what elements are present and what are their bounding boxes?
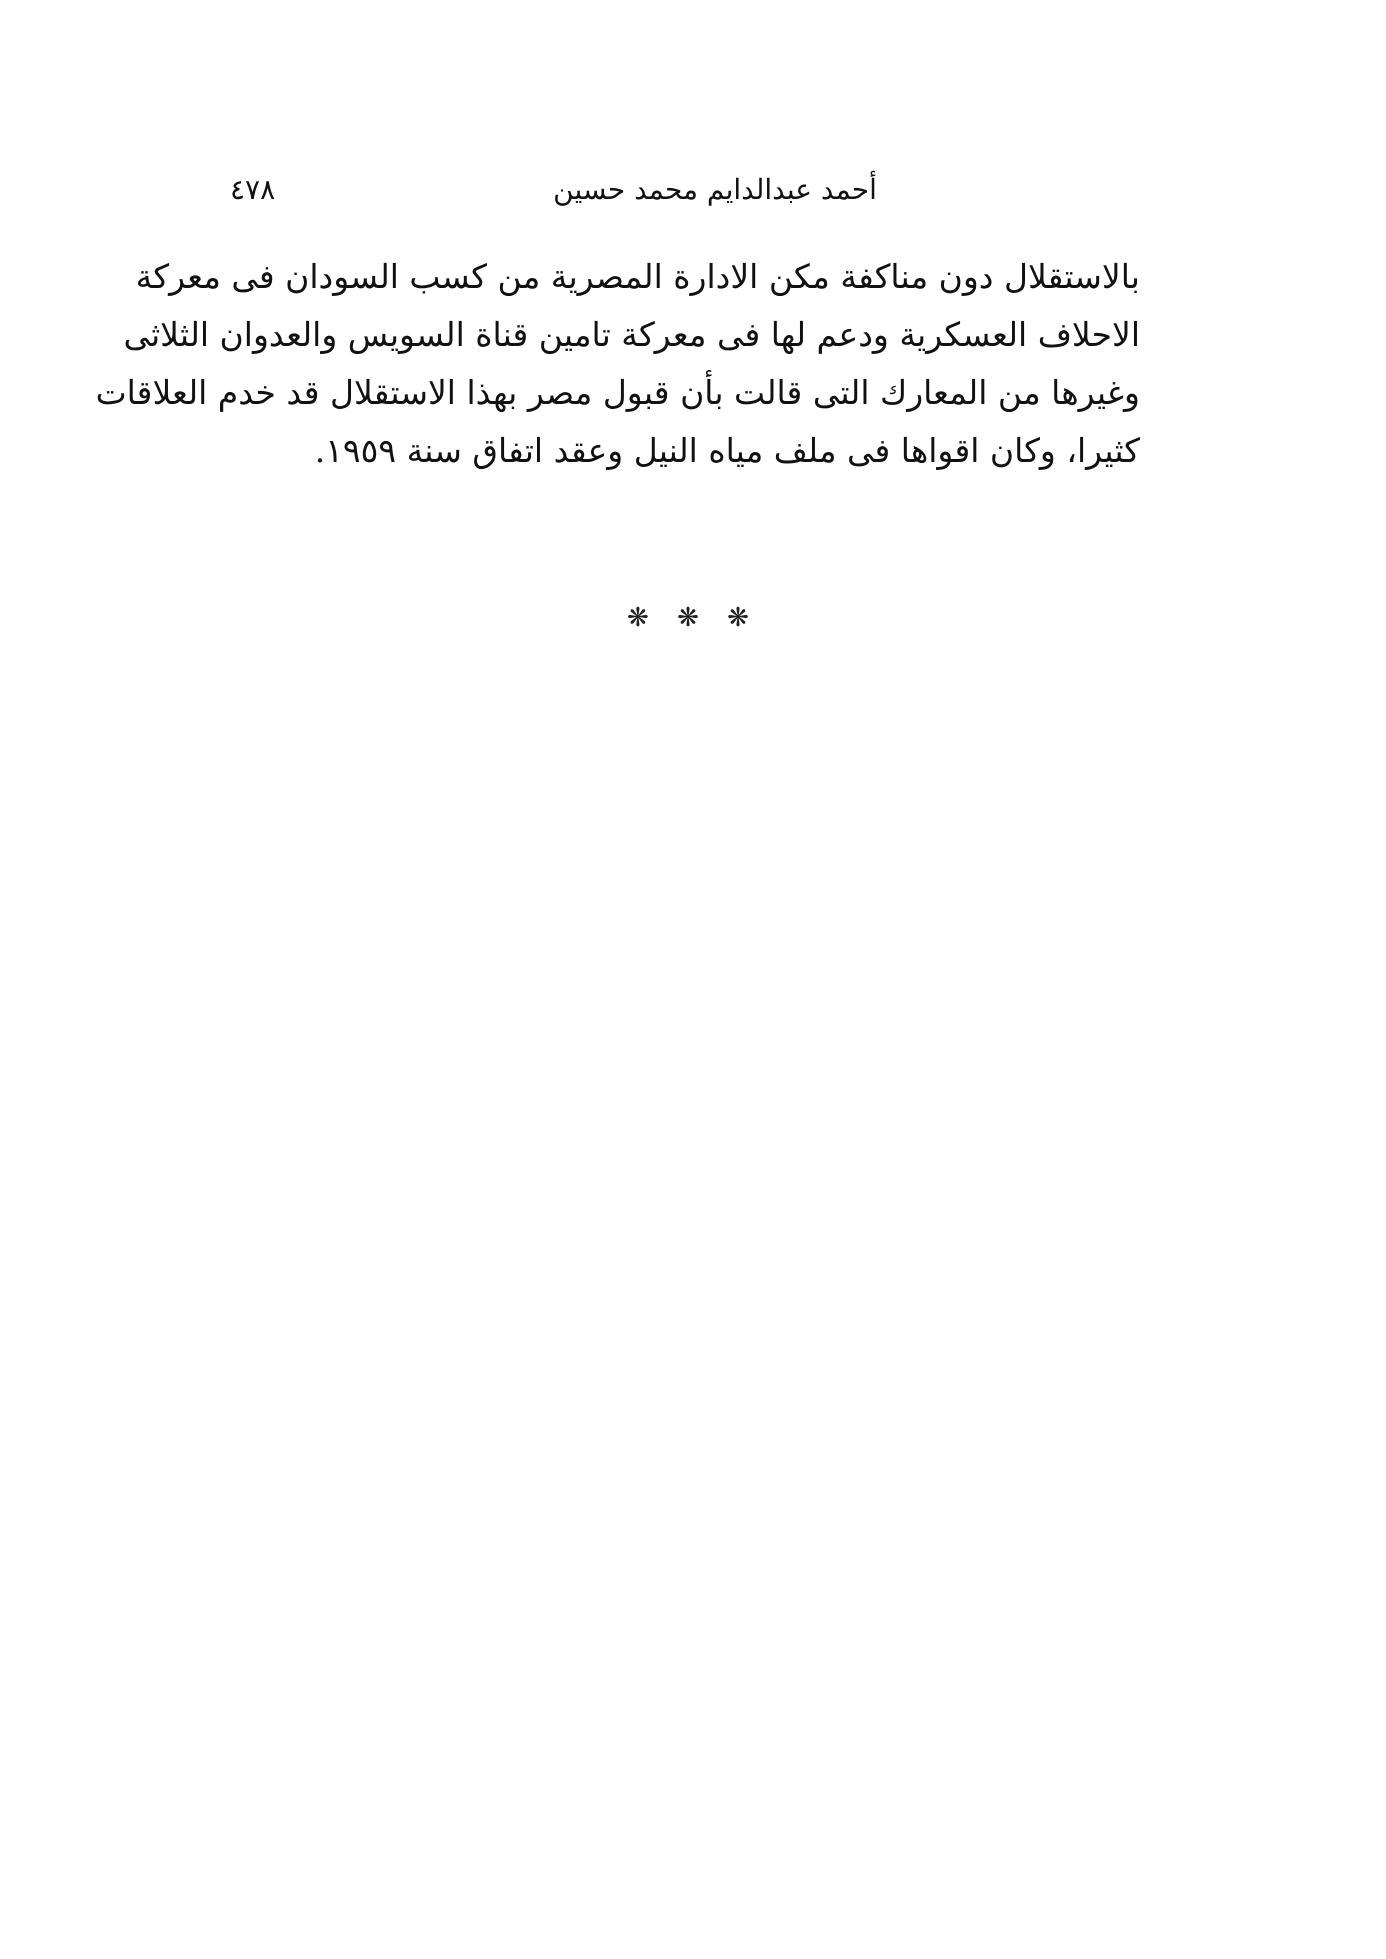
running-header (230, 165, 1168, 215)
paragraph-line: كثيرا، وكان اقواها فى ملف مياه النيل وعقد اتفاق سنة ١٩٥٩. (314, 431, 1140, 470)
header-title: أحمد عبدالدايم محمد حسين (553, 173, 877, 206)
paragraph-line: الاحلاف العسكرية ودعم لها فى معركة تامين قناة السويس والعدوان الثلاثى (123, 315, 1140, 354)
paragraph-line: وغيرها من المعارك التى قالت بأن قبول مصر بهذا الاستقلال قد خدم العلاقات (95, 373, 1140, 412)
body-paragraph (95, 248, 1140, 480)
page-number: ٤٧٨ (230, 173, 276, 206)
section-separator: ❋ ❋ ❋ (627, 603, 759, 633)
paragraph-line: بالاستقلال دون مناكفة مكن الادارة المصرية من كسب السودان فى معركة (135, 257, 1140, 296)
